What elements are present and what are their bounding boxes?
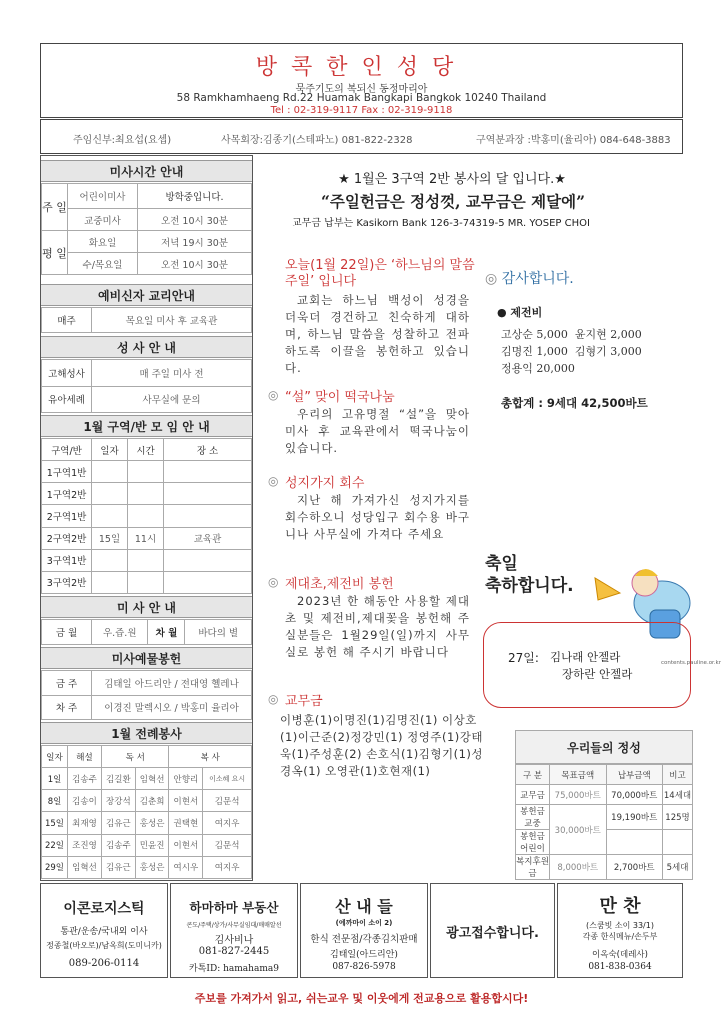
district-cell: 2구역2반 [42,527,92,549]
liturgy-cell: 여지우 [203,812,252,834]
weekday-label: 평 일 [42,231,68,275]
mass-name: 화요일 [68,231,138,253]
bullet-icon: ◎ [268,692,279,706]
donor: 김형기 3,000 [574,345,642,358]
notice-body-4: 2023년 한 해동안 사용할 제대초 및 제전비,제대꽃을 봉헌해 주실분들은 1월29일(일)까지 사무실로 봉헌 해 주시기 바랍니다 [285,594,470,659]
service-month-banner: ★ 1월은 3구역 2반 봉사의 달 입니다.★ [338,172,566,187]
credit: contents.pauline.or.kr [661,660,722,666]
liturgy-cell: 여시우 [169,856,203,878]
liturgy-cell: 김송이 [68,790,102,812]
liturgy-cell: 김문석 [203,790,252,812]
priest: 주임신부:최요섭(요셉) [73,135,172,146]
bullet-icon: ◎ [485,271,502,287]
bullet-icon: ◎ [268,474,279,488]
offering-table-title: 우리들의 정성 [515,730,693,764]
church-title: 방콕한인성당 [255,55,468,80]
feast-line2: 축하합니다. [485,576,574,596]
district-cell: 2구역1반 [42,505,92,527]
notice-title-4: 제대초,제전비 봉헌 [285,577,394,592]
offer-cell: 봉헌금 교중 [516,805,550,830]
ad-line: 김태일(아드리안) [330,950,398,960]
duty-value: 김태일 아드리안 / 전대영 헬레나 [92,671,252,696]
ad-line: 콘도/주택/상가/사무실임대/매매알선 [186,922,282,929]
liturgy-cell: 김길환 [102,768,136,790]
ad-name: 산 내 들 [335,897,393,916]
offer-cell: 8,000바트 [550,855,607,880]
offer-cell: 5세대 [663,855,693,880]
district-cell: 1구역1반 [42,461,92,483]
feast-line1: 축일 [485,554,518,574]
liturgy-cell: 1일 [42,768,68,790]
mass-time: 저녁 19시 30분 [138,231,252,253]
notice-body-1: 교회는 하느님 백성이 성경을 더욱더 경건하고 친숙하게 대하며, 하느님 말씀을 성찰하고 전파하도록 이끌을 봉헌하고 있습니다. [285,293,470,375]
ad-name: 이콘로지스틱 [63,901,145,917]
col-header: 해설 [68,746,102,768]
duty-label: 차 주 [42,695,92,720]
donor: 윤지현 2,000 [574,328,642,341]
liturgy-cell: 8일 [42,790,68,812]
catechumen-label: 매주 [42,308,92,333]
footer-message: 주보를 가져가서 읽고, 쉬는교우 및 이웃에게 전교용으로 활용합시다! [194,992,529,1005]
col-header: 일자 [92,439,128,461]
thanks-title [485,268,675,288]
offer-cell: 교무금 [516,785,550,805]
sunday-label: 주 일 [42,184,68,231]
catechumen-table [41,307,252,333]
thanks-title-text: 감사합니다. [501,271,574,287]
ad-name: 하마하마 부동산 [189,900,279,915]
ad-phone: 087-826-5978 [332,962,396,972]
ad-line: 카톡ID: hamahama9 [189,964,279,974]
district-cell: 15일 [92,527,128,549]
feast-name: 장하란 안젤라 [562,667,633,681]
liturgy-cell: 김춘희 [135,790,169,812]
mass-times-table [41,183,252,275]
liturgy-table [41,745,252,879]
sacraments-title: 성 사 안 내 [41,336,252,358]
ad-line: (에까마이 소이 2) [335,919,393,927]
offering-slogan: “주일헌금은 정성껏, 교무금은 제달에” [320,192,585,211]
liturgy-cell: 임혁선 [135,768,169,790]
catechumen-value: 목요일 미사 후 교육관 [92,308,252,333]
left-column [40,155,253,881]
offering-duty-title: 미사예물봉헌 [41,647,252,669]
col-header: 구 분 [516,765,550,785]
mass-guide-cell: 우.즙.원 [92,620,148,645]
offer-cell: 복지후원금 [516,855,550,880]
district-meeting-table [41,438,252,594]
thanks-total: 총합계 : 9세대 42,500바트 [501,396,648,410]
liturgy-cell: 장강석 [102,790,136,812]
ad-line: 정종철(바오로)/남옥희(도미니카) [46,941,162,950]
feast-date: 27일: [508,651,539,665]
mass-guide-cell: 바다의 별 [185,620,252,645]
mass-name: 수/목요일 [68,253,138,275]
thanks-subtitle: ● 제전비 [497,306,543,319]
sacrament-label: 고해성사 [42,360,92,387]
church-phones: Tel : 02-319-9117 Fax : 02-319-9118 [270,105,453,116]
offering-duty-table [41,670,252,720]
offer-cell: 14세대 [663,785,693,805]
notice-title-2: “설” 맞이 떡국나눔 [285,390,395,405]
notice-title-1: 오늘(1월 22일)은 ‘하느님의 말씀 주일’ 입니다 [285,258,475,289]
donor: 정용익 20,000 [501,362,575,375]
col-header: 일자 [42,746,68,768]
feast-box [483,622,691,708]
offer-cell: 70,000바트 [606,785,663,805]
col-header: 목표금액 [550,765,607,785]
feast-names [550,649,632,683]
liturgy-title: 1월 전례봉사 [41,722,252,744]
ad-hamahama [170,883,298,978]
col-header: 장 소 [164,439,252,461]
staff-bar [40,119,683,154]
sacrament-label: 유아세례 [42,386,92,413]
ad-econ-logistics [40,883,168,978]
col-header: 비고 [663,765,693,785]
district-cell: 3구역1반 [42,549,92,571]
bank-info: 교무금 납부는 Kasikorn Bank 126-3-74319-5 MR. YOSEP CHOI [292,218,590,229]
offering-table [515,730,693,879]
liturgy-cell: 15일 [42,812,68,834]
district-cell: 1구역2반 [42,483,92,505]
notice-body-2: 우리의 고유명절 “설”을 맞아 미사 후 교육관에서 떡국나눔이 있습니다. [285,407,470,455]
feast-greeting [485,553,574,597]
sacrament-value: 매 주일 미사 전 [92,360,252,387]
ad-sanaedeul [300,883,428,978]
church-subtitle: 묵주기도의 복되신 동정마리아 [295,84,428,95]
liturgy-cell: 홍성은 [135,812,169,834]
bullet-icon: ◎ [268,388,279,402]
header [40,43,683,118]
district-cell: 3구역2반 [42,571,92,593]
liturgy-cell: 김문석 [203,834,252,856]
liturgy-cell: 김송주 [102,834,136,856]
ad-line: 이옥숙(데레사) [592,950,648,960]
liturgy-cell: 안향리 [169,768,203,790]
offer-cell: 125명 [663,805,693,830]
ad-name: 광고접수합니다. [446,926,539,941]
notice-title-3: 성지가지 회수 [285,476,365,491]
catechumen-title: 예비신자 교리안내 [41,284,252,306]
ad-line: 통관/운송/국내외 이사 [60,927,148,937]
donor-list [501,326,675,377]
offer-cell: 75,000바트 [550,785,607,805]
mass-time: 오전 10시 30분 [138,253,252,275]
chairman: 사목회장:김종기(스테파노) 081-822-2328 [221,135,413,146]
liturgy-cell: 김유근 [102,812,136,834]
liturgy-cell: 29일 [42,856,68,878]
ad-manchan [557,883,683,978]
liturgy-cell: 최재영 [68,812,102,834]
ad-name: 만 찬 [599,896,641,917]
col-header: 구역/반 [42,439,92,461]
liturgy-cell: 조진영 [68,834,102,856]
mass-guide-title: 미 사 안 내 [41,596,252,618]
offer-cell: 봉헌금 어린이 [516,830,550,855]
sacraments-table [41,359,252,413]
mass-name: 교중미사 [68,209,138,231]
liturgy-cell: 홍성은 [135,856,169,878]
mass-time: 오전 10시 30분 [138,209,252,231]
liturgy-cell: 여지우 [203,856,252,878]
offer-cell: 19,190바트 [606,805,663,830]
ad-line: 각종 한식메뉴/손두부 [582,932,658,941]
donor: 고상순 5,000 [501,328,568,341]
liturgy-cell: 이현서 [169,790,203,812]
col-header: 복 사 [169,746,252,768]
ad-line: 김사비나 [214,935,254,946]
bullet-icon: ◎ [268,575,279,589]
liturgy-cell: 이현서 [169,834,203,856]
district-head: 구역분과장 :박홍미(율리아) 084-648-3883 [476,135,671,146]
offer-cell: 30,000바트 [550,805,607,855]
ad-phone: 081-827-2445 [198,946,270,957]
ad-line: (스쿰빗 소이 33/1) [586,921,654,930]
thanks-section [485,268,675,411]
liturgy-cell: 22일 [42,834,68,856]
liturgy-cell: 김유근 [102,856,136,878]
church-address: 58 Ramkhamhaeng Rd.22 Huamak Bangkapi Bangkok 10240 Thailand [176,92,547,104]
col-header: 시간 [128,439,164,461]
offer-cell: 2,700바트 [606,855,663,880]
mass-guide-cell: 금 월 [42,620,92,645]
district-cell: 교육관 [164,527,252,549]
liturgy-cell: 김송주 [68,768,102,790]
ad-phone: 089-206-0114 [68,958,140,969]
col-header: 납부금액 [606,765,663,785]
sacrament-value: 사무실에 문의 [92,386,252,413]
liturgy-cell: 권택현 [169,812,203,834]
feast-name: 김나래 안젤라 [550,650,621,664]
duty-label: 금 주 [42,671,92,696]
liturgy-cell: 민윤진 [135,834,169,856]
duty-value: 이경진 말렉시오 / 박홍미 율리아 [92,695,252,720]
col-header: 독 서 [102,746,169,768]
mass-guide-cell: 차 월 [148,620,185,645]
notice-title-5: 교무금 [285,694,323,709]
district-cell: 11시 [128,527,164,549]
mass-name: 어린이미사 [68,184,138,209]
notice-body-5: 이병훈(1)이명진(1)김명진(1) 이상호(1)이근준(2)정강민(1) 정영주(1)강태욱(1)주성훈(2) 손호식(1)김형기(1)성경옥(1) 오영관(1)호현재(1) [280,713,484,778]
district-meeting-title: 1월 구역/반 모 임 안 내 [41,415,252,437]
ad-line: 한식 전문점/각종김치판매 [310,934,418,945]
notice-body-3: 지난 해 가져가신 성지가지를 회수하오니 성당입구 회수용 바구니나 사무실에 가져다 주세요 [285,493,470,541]
mass-times-title: 미사시간 안내 [41,160,252,182]
liturgy-cell: 이소혜 요시 [203,768,252,790]
donor: 김명진 1,000 [501,345,568,358]
mass-time: 방학중입니다. [138,184,252,209]
ad-phone: 081-838-0364 [588,962,652,972]
liturgy-cell: 임혁선 [68,856,102,878]
ad-wanted [430,883,555,978]
mass-guide-table [41,619,252,645]
